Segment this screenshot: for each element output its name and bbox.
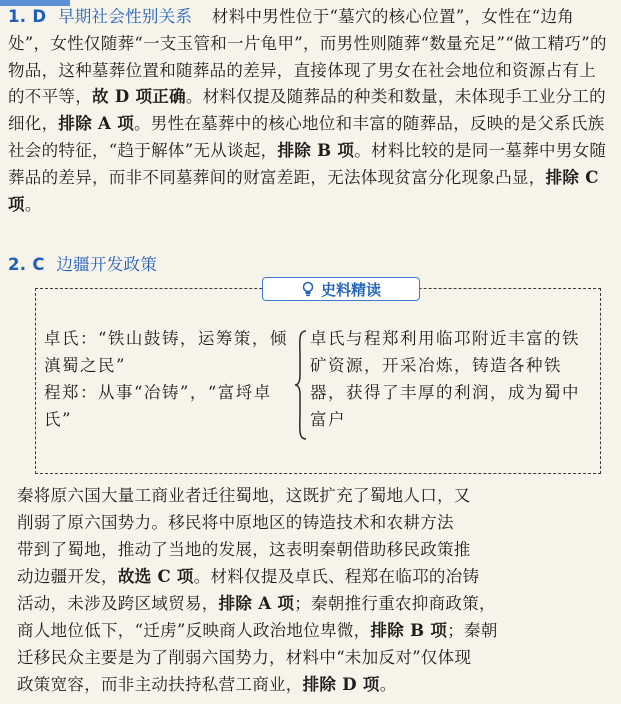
explanation-line	[17, 644, 613, 671]
explanation-line	[17, 563, 613, 590]
line-text: 。	[379, 675, 397, 694]
explanation-line	[17, 590, 613, 617]
answer-1-bold-3: 排除 B 项	[277, 140, 355, 160]
source-excerpts	[44, 325, 294, 433]
excerpt-zhuo: 卓氏：“铁山鼓铸，运筹策，倾滇蜀之民”	[44, 329, 288, 375]
answer-1-text-c: 。男性在墓葬中的核心地位和丰富的随葬品，反映的是父系氏族社会的特征，“趋于解体”无从谈起，	[8, 114, 605, 160]
answer-1-text-b: 。材料仅提及随葬品的种类和数量，未体现手工业分工的细化，	[8, 87, 606, 134]
answer-1-bold-1: 故 D 项正确	[92, 87, 186, 107]
exclude-d: 排除 D 项	[302, 675, 380, 694]
line-text: 。材料仅提及卓氏、程郑在临邛的冶铸	[193, 567, 480, 586]
line-text: 迁移民众主要是为了削弱六国势力，材料中“未加反对”仅体现	[17, 648, 472, 667]
answer-choice-c: 故选 C 项	[117, 567, 194, 586]
line-text: 带到了蜀地，推动了当地的发展，这表明秦朝借助移民政策推	[17, 540, 471, 559]
line-text: 活动，未涉及跨区域贸易，	[17, 594, 219, 613]
answer-2-explanation	[17, 482, 613, 698]
line-text: 削弱了原六国势力。移民将中原地区的铸造技术和农耕方法	[17, 513, 454, 532]
answer-2-number: 2. C	[8, 255, 45, 274]
answer-1-number: 1. D	[8, 7, 47, 26]
line-text: 商人地位低下，“迁虏”反映商人政治地位卑微，	[17, 621, 371, 640]
brace-divider	[294, 329, 308, 441]
answer-1-text-d: 。材料比较的是同一墓葬中男女随葬品的差异，而非不同墓葬间的财富差距，无法体现贫富分化现象凸显，	[8, 140, 607, 187]
excerpt-chengzheng: 程郑：从事“冶铸”，“富埒卓氏”	[44, 383, 272, 429]
answer-1-bold-4: 排除 C 项	[8, 167, 599, 214]
explanation-line	[17, 482, 613, 509]
explanation-line	[17, 536, 613, 563]
source-reading-label: 史料精读	[320, 280, 381, 299]
explanation-line	[17, 671, 613, 698]
lightbulb-icon	[301, 281, 315, 297]
explanation-line	[17, 617, 613, 644]
line-text: 动边疆开发，	[17, 567, 118, 586]
answer-2-heading: 边疆开发政策	[56, 255, 158, 274]
source-interpretation: 卓氏与程郑利用临邛附近丰富的铁矿资源，开采冶炼，铸造各种铁器，获得了丰厚的利润，成为蜀中富户	[310, 329, 580, 429]
exclude-b: 排除 B 项	[370, 621, 448, 640]
explanation-line	[17, 509, 613, 536]
line-text: ；秦朝推行重农抑商政策，	[294, 594, 496, 613]
source-reading-box	[35, 280, 601, 474]
source-reading-title	[262, 277, 420, 301]
answer-1-text-e: 。	[24, 194, 42, 214]
answer-2-header	[8, 252, 610, 279]
answer-1-text-a: 材料中男性位于“墓穴的核心位置”，女性在“边角处”，女性仅随葬“一支玉管和一片龟甲”，而男性则随葬“数量充足”“做工精巧”的物品，这种墓葬位置和随葬品的差异，直接体现了男女在社会地位和资源占有上的不平等，	[8, 7, 607, 107]
answer-1-bold-2: 排除 A 项	[58, 114, 134, 134]
exclude-a: 排除 A 项	[218, 594, 295, 613]
answer-1	[8, 4, 610, 218]
answer-1-heading: 早期社会性别关系	[57, 7, 193, 26]
line-text: ；秦朝	[447, 621, 498, 640]
line-text: 政策宽容，而非主动扶持私营工商业，	[17, 675, 303, 694]
line-text: 秦将原六国大量工商业者迁往蜀地，这既扩充了蜀地人口，又	[17, 486, 471, 505]
